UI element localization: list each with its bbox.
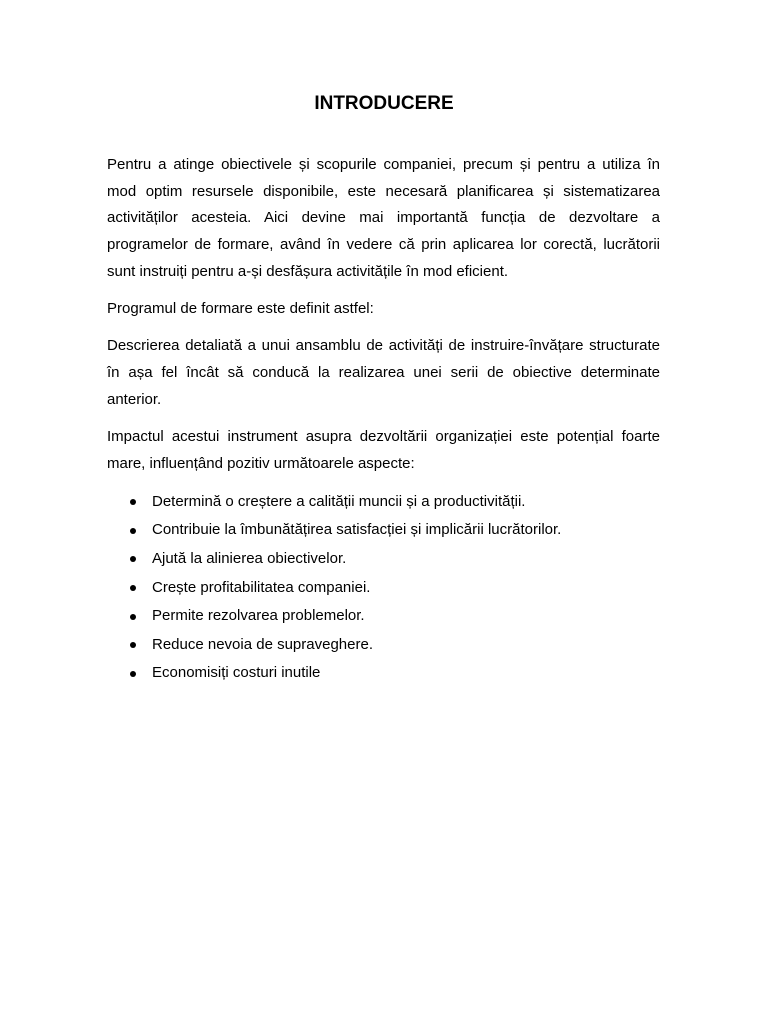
bullet-icon — [130, 528, 136, 534]
bullet-icon — [130, 614, 136, 620]
paragraph-definition: Descrierea detaliată a unui ansamblu de activități de instruire-învățare structurate în așa fel încât să conducă la realizarea unei serii de obiective determinate anterior. — [107, 337, 660, 408]
paragraph-impact: Impactul acestui instrument asupra dezvoltării organizației este potențial foarte mare, influențând pozitiv următoarele aspecte: — [107, 427, 660, 472]
list-item — [107, 488, 660, 517]
list-item — [107, 631, 660, 660]
list-item-text: Economisiți costuri inutile — [152, 664, 321, 682]
list-item-text: Contribuie la îmbunătățirea satisfacției și implicării lucrătorilor. — [152, 521, 562, 539]
paragraph-intro: Pentru a atinge obiectivele și scopurile companiei, precum și pentru a utiliza în mod optim resursele disponibile, este necesară planificarea și sistematizarea activităților acesteia. Aici devine mai importantă funcția de dezvoltare a programelor de formare, având în vedere că prin aplicarea lor corectă, lucrătorii sunt instruiți pentru a-și desfășura activitățile în mod eficient. — [107, 156, 660, 280]
list-item-text: Ajută la alinierea obiectivelor. — [152, 549, 347, 567]
bullet-icon — [130, 671, 136, 677]
list-item — [107, 516, 660, 545]
bullet-list — [107, 488, 660, 688]
document-body — [107, 152, 660, 688]
list-item-text: Crește profitabilitatea companiei. — [152, 578, 371, 596]
list-item — [107, 545, 660, 574]
list-item — [107, 602, 660, 631]
paragraph-definition-lead: Programul de formare este definit astfel: — [107, 300, 374, 318]
page-title: INTRODUCERE — [314, 93, 454, 114]
list-item — [107, 659, 660, 688]
bullet-icon — [130, 556, 136, 562]
list-item-text: Permite rezolvarea problemelor. — [152, 607, 365, 625]
list-item-text: Determină o creștere a calității muncii și a productivității. — [152, 492, 526, 510]
bullet-icon — [130, 642, 136, 648]
list-item — [107, 574, 660, 603]
bullet-icon — [130, 585, 136, 591]
list-item-text: Reduce nevoia de supraveghere. — [152, 635, 373, 653]
bullet-icon — [130, 499, 136, 505]
